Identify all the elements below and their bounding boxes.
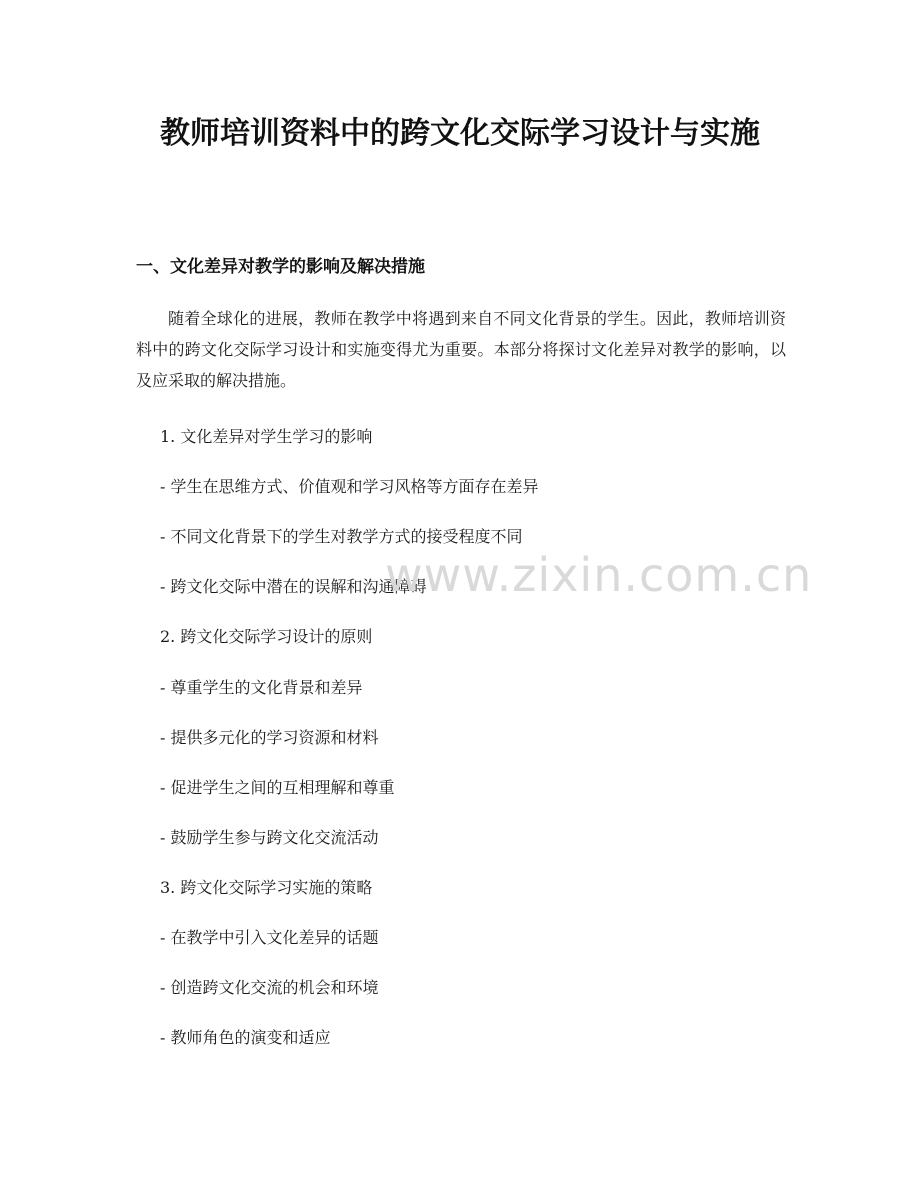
list-item: - 教师角色的演变和适应 [160,1028,331,1047]
document-title: 教师培训资料中的跨文化交际学习设计与实施 [160,116,760,151]
list-item: - 提供多元化的学习资源和材料 [160,728,379,747]
section-heading: 一、文化差异对教学的影响及解决措施 [136,257,425,277]
list-item: - 跨文化交际中潜在的误解和沟通障碍 [160,577,427,596]
list-heading-2: 2. 跨文化交际学习设计的原则 [160,627,373,646]
list-item: - 学生在思维方式、价值观和学习风格等方面存在差异 [160,477,539,496]
list-heading-1: 1. 文化差异对学生学习的影响 [160,427,373,446]
watermark: www.zixin.com.cn [385,548,813,602]
list-item: - 鼓励学生参与跨文化交流活动 [160,828,379,847]
list-item: - 促进学生之间的互相理解和尊重 [160,778,395,797]
list-item: - 不同文化背景下的学生对教学方式的接受程度不同 [160,527,523,546]
list-item: - 创造跨文化交流的机会和环境 [160,978,379,997]
intro-paragraph: 随着全球化的进展，教师在教学中将遇到来自不同文化背景的学生。因此，教师培训资料中的跨文化交际学习设计和实施变得尤为重要。本部分将探讨文化差异对教学的影响，以及应采取的解决措施。 [136,309,786,390]
list-heading-3: 3. 跨文化交际学习实施的策略 [160,878,373,897]
list-item: - 尊重学生的文化背景和差异 [160,678,363,697]
list-item: - 在教学中引入文化差异的话题 [160,928,379,947]
